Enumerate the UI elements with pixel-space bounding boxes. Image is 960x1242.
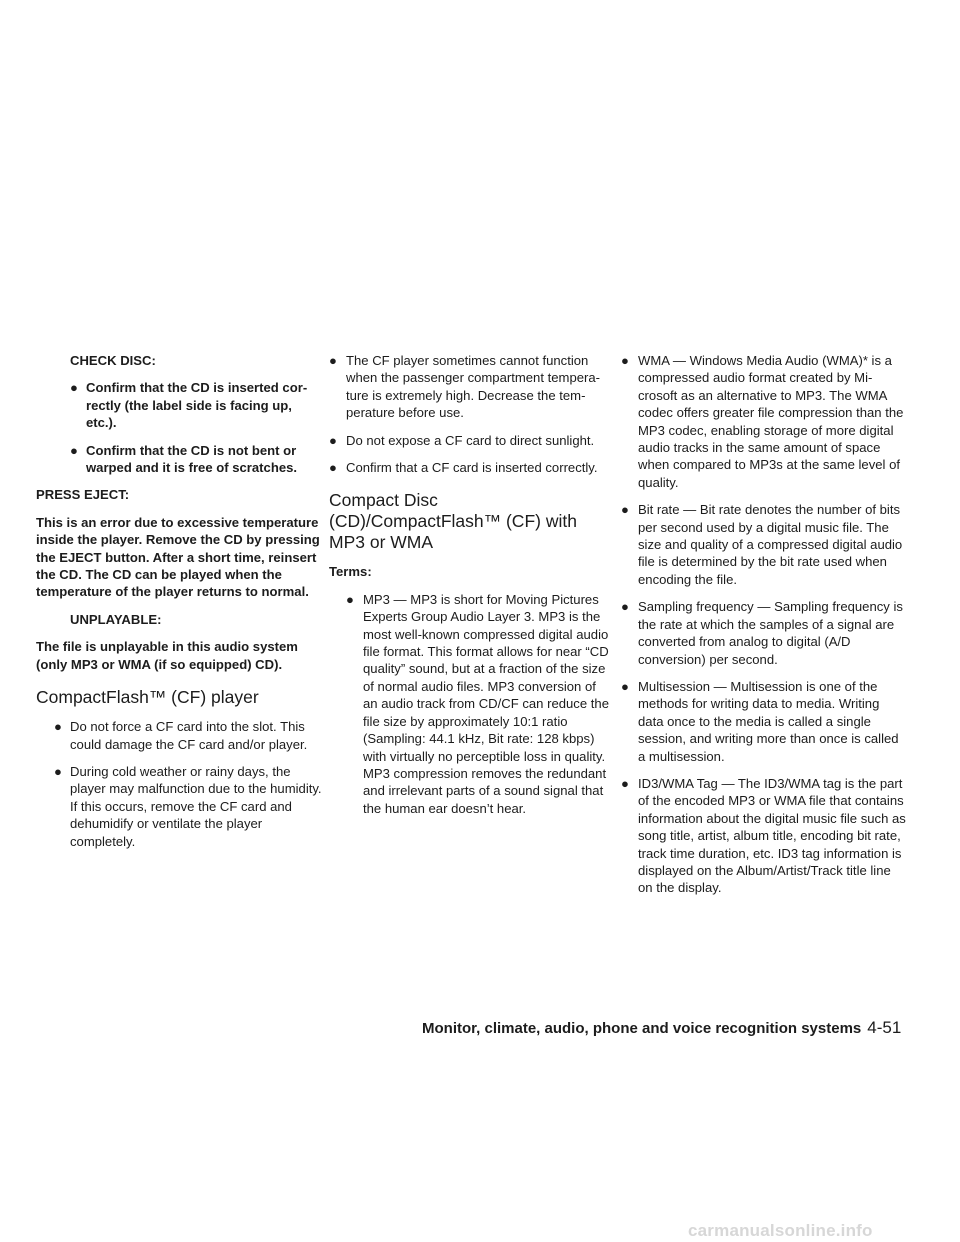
bullet-icon: ● xyxy=(54,763,62,779)
page-number: 4-51 xyxy=(867,1018,902,1037)
watermark-text: carmanualsonline.info xyxy=(688,1221,873,1240)
watermark-bar xyxy=(0,1219,960,1242)
footer-section-title: Monitor, climate, audio, phone and voice recognition systems xyxy=(422,1020,862,1037)
bullet-icon: ● xyxy=(621,353,629,368)
list-item: ● MP3 — MP3 is short for Moving Pictures Experts Group Audio Layer 3. MP3 is the most well-known compressed digital audio file format. This format allows for near “CD quality” sound, but at a fraction of the size of normal audio files. MP3 conversion of an audio track from CD/CF can reduce the file size by approximately 10:1 ratio (Sampling: 44.1 kHz, Bit rate: 128 kbps) with virtually no perceptible loss in quality. MP3 compression removes the redundant and irrelevant parts of a sound signal that the human ear doesn’t hear. xyxy=(346,591,609,816)
bullet-icon: ● xyxy=(54,719,62,735)
list-item: ● Confirm that a CF card is inserted correctly. xyxy=(329,460,598,476)
terms-label: Terms: xyxy=(329,564,372,580)
column-right xyxy=(621,352,907,907)
unplayable-heading: UNPLAYABLE: xyxy=(70,611,162,627)
bullet-icon: ● xyxy=(70,442,78,458)
mp3-wma-heading: Compact Disc (CD)/CompactFlash™ (CF) with MP3 or WMA xyxy=(329,490,577,553)
list-item: ● Do not force a CF card into the slot. This could damage the CF card and/or player. xyxy=(54,719,308,752)
bullet-icon: ● xyxy=(329,460,337,476)
bullet-icon: ● xyxy=(621,775,629,791)
list-item: ● Sampling frequency — Sampling frequency is the rate at which the samples of a signal are converted from analog to digital (A/D conversion) per second. xyxy=(621,599,903,667)
bullet-icon: ● xyxy=(621,502,629,518)
column-middle xyxy=(329,352,613,827)
list-item: ● Do not expose a CF card to direct sunlight. xyxy=(329,432,595,448)
list-item: ● Multisession — Multisession is one of the methods for writing data to media. Writing data once to the media is called a single session, and writing more than once is called a multisession. xyxy=(621,678,899,764)
unplayable-body: The file is unplayable in this audio system (only MP3 or WMA (if so equipped) CD). xyxy=(36,639,298,672)
list-item: ● WMA — Windows Media Audio (WMA)* is a compressed audio format created by Microsoft as an alternative to MP3. The WMA codec offers greater file compression than the MP3 codec, enabling storage of more digital audio tracks in the same amount of space when compared to MP3s at the same level of quality. xyxy=(621,353,904,490)
list-item: ● ID3/WMA Tag — The ID3/WMA tag is the part of the encoded MP3 or WMA file that contains information about the digital music file such as song title, artist, album title, encoding bit rate, track time duration, etc. ID3 tag information is displayed on the Album/Artist/Track title line on the display. xyxy=(621,775,906,896)
cf-player-heading: CompactFlash™ (CF) player xyxy=(36,687,259,708)
bullet-icon: ● xyxy=(621,678,629,694)
list-item: ● The CF player sometimes cannot function when the passenger compartment temperature is extremely high. Decrease the temperature before use. xyxy=(329,353,601,421)
press-eject-body: This is an error due to excessive temperature inside the player. Remove the CD by pressing the EJECT button. After a short time, reinsert the CD. The CD can be played when the temperature of the player returns to normal. xyxy=(36,514,320,600)
list-item: ● During cold weather or rainy days, the player may malfunction due to the humidity. If this occurs, remove the CF card and dehumidify or ventilate the player completely. xyxy=(54,763,322,849)
bullet-icon: ● xyxy=(329,432,337,448)
page-footer xyxy=(422,1018,922,1038)
bullet-icon: ● xyxy=(346,591,354,607)
bullet-icon: ● xyxy=(70,380,78,396)
check-disc-heading: CHECK DISC: xyxy=(70,353,156,368)
list-item: ● Confirm that the CD is not bent or warped and it is free of scratches. xyxy=(70,442,298,476)
bullet-icon: ● xyxy=(621,599,629,615)
list-item: ● Bit rate — Bit rate denotes the number of bits per second used by a digital music file. The size and quality of a compressed digital audio file is determined by the bit rate used when encoding the file. xyxy=(621,502,903,587)
column-left xyxy=(36,352,322,860)
press-eject-heading: PRESS EJECT: xyxy=(36,487,130,503)
list-item: ● Confirm that the CD is inserted correctly (the label side is facing up, etc.). xyxy=(70,380,308,431)
bullet-icon: ● xyxy=(329,353,337,368)
terms-list xyxy=(329,591,613,817)
